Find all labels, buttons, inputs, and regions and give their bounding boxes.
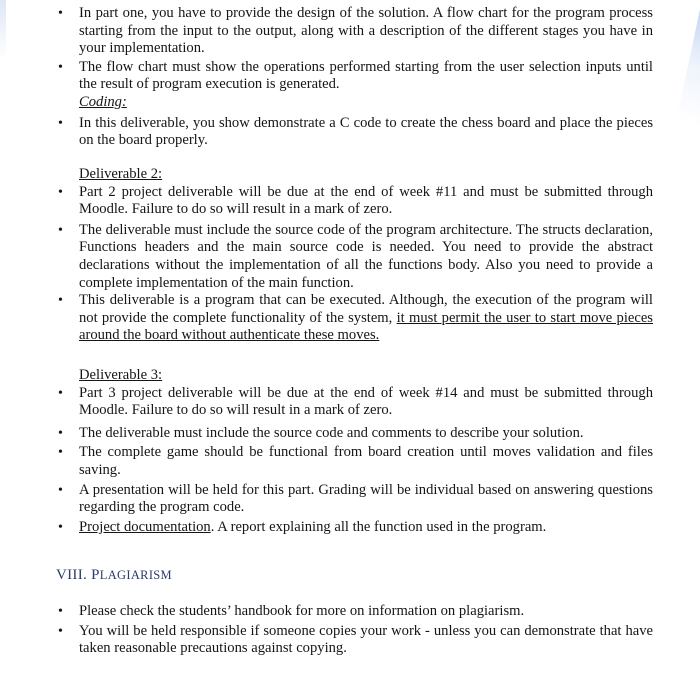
part-one-list bbox=[0, 5, 700, 94]
bullet-icon: • bbox=[58, 293, 63, 309]
section-number: VIII. bbox=[56, 567, 88, 583]
plagiarism-list bbox=[0, 603, 700, 658]
part-one-section bbox=[0, 5, 700, 150]
list-item-text: The complete game should be functional from board creation until moves validation and files saving. bbox=[79, 444, 653, 478]
deliverable-2-section bbox=[0, 166, 700, 345]
list-item bbox=[0, 222, 700, 292]
list-item bbox=[0, 59, 700, 94]
bullet-icon: • bbox=[58, 425, 63, 441]
list-item-text: A presentation will be held for this part. Grading will be individual based on answering questions regarding the program code. bbox=[79, 481, 653, 516]
list-item-text: In part one, you have to provide the design of the solution. A flow chart for the program process starting from the input to the output, along with a description of the different stages you have in your implementation. bbox=[79, 5, 653, 57]
bullet-icon: • bbox=[58, 623, 63, 639]
bullet-icon: • bbox=[58, 445, 63, 461]
plagiarism-section bbox=[0, 603, 700, 658]
list-item bbox=[0, 623, 700, 658]
bullet-icon: • bbox=[58, 519, 63, 535]
list-item bbox=[0, 603, 700, 621]
list-item bbox=[0, 385, 700, 420]
list-item-text: Please check the students’ handbook for more on information on plagiarism. bbox=[79, 603, 525, 619]
list-item-text: In this deliverable, you show demonstrate a C code to create the chess board and place the pieces on the board properly. bbox=[79, 114, 653, 149]
list-item-text: This deliverable is a program that can be executed. Although, the execution of the program will not provide the complete functionality of the system, bbox=[79, 292, 653, 326]
list-item-text: . A report explaining all the function used in the program. bbox=[210, 518, 547, 535]
deliverable-2-list bbox=[0, 184, 700, 345]
bullet-icon: • bbox=[58, 59, 63, 75]
deliverable-2-heading: Deliverable 2: bbox=[79, 166, 163, 182]
list-item bbox=[0, 425, 700, 443]
bullet-icon: • bbox=[58, 385, 63, 401]
coding-label: Coding: bbox=[79, 93, 127, 110]
bullet-icon: • bbox=[58, 482, 63, 498]
list-item bbox=[0, 292, 700, 345]
bullet-icon: • bbox=[58, 115, 63, 131]
bullet-icon: • bbox=[58, 604, 63, 619]
coding-list bbox=[0, 115, 700, 150]
list-item-text: The deliverable must include the source code and comments to describe your solution. bbox=[79, 424, 584, 441]
section-title-rest: LAGIARISM bbox=[99, 568, 172, 582]
section-title-initial: P bbox=[91, 567, 100, 583]
bullet-icon: • bbox=[58, 184, 63, 200]
deliverable-3-list bbox=[0, 385, 700, 537]
project-documentation-label: Project documentation bbox=[79, 518, 211, 535]
list-item-text: Part 3 project deliverable will be due at the end of week #14 and must be submitted through Moodle. Failure to do so will result in a mark of zero. bbox=[79, 384, 653, 419]
list-item bbox=[0, 444, 700, 479]
list-item-text: The deliverable must include the source code of the program architecture. The structs declaration, Functions headers and the main source code is needed. You need to provide the abstract declarations without the implementation of all the functions body. Also you need to provide a complete implementation of the main function. bbox=[79, 221, 653, 291]
bullet-icon: • bbox=[58, 222, 63, 238]
list-item bbox=[0, 519, 700, 537]
underlined-requirement: it must permit the user to start move pieces around the board without authenticate these moves. bbox=[79, 309, 653, 344]
bullet-icon: • bbox=[58, 6, 63, 21]
list-item-text: You will be held responsible if someone copies your work - unless you can demonstrate that have taken reasonable precautions against copying. bbox=[79, 622, 653, 657]
list-item-text: The flow chart must show the operations performed starting from the user selection inputs until the result of program execution is generated. bbox=[79, 58, 653, 93]
list-item-text: Part 2 project deliverable will be due at the end of week #11 and must be submitted through Moodle. Failure to do so will result in a mark of zero. bbox=[79, 183, 653, 218]
list-item bbox=[0, 115, 700, 150]
plagiarism-heading bbox=[56, 567, 172, 584]
list-item bbox=[0, 5, 700, 58]
deliverable-3-section bbox=[0, 367, 700, 536]
list-item bbox=[0, 482, 700, 517]
list-item bbox=[0, 184, 700, 219]
deliverable-3-heading: Deliverable 3: bbox=[79, 367, 163, 383]
